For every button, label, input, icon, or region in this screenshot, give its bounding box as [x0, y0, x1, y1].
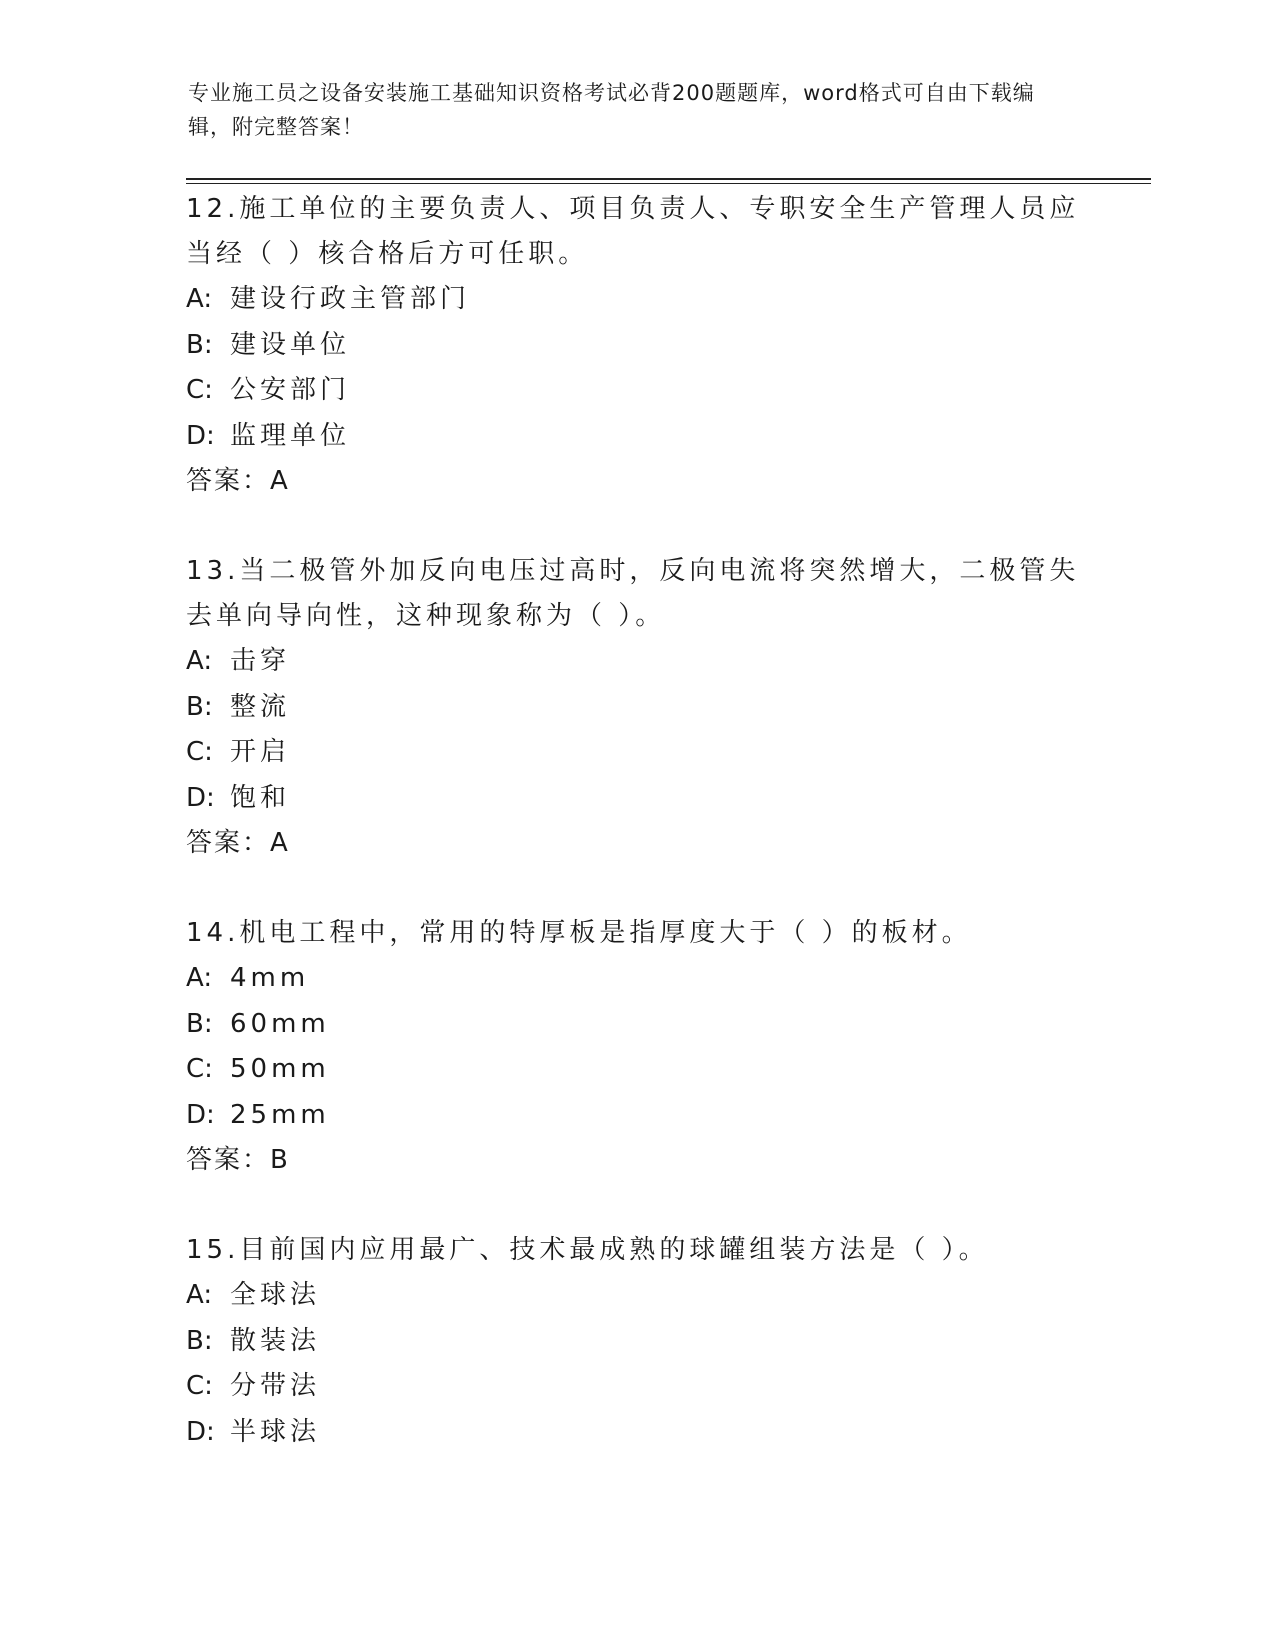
question-15	[186, 1228, 1086, 1455]
option-a	[186, 277, 1086, 323]
option-a	[186, 1273, 1086, 1319]
option-letter: B:	[186, 691, 213, 722]
option-text: 整流	[230, 691, 291, 722]
question-12	[186, 187, 1086, 504]
question-stem: 14.机电工程中，常用的特厚板是指厚度大于（ ）的板材。	[186, 918, 972, 948]
option-letter: A:	[186, 646, 213, 676]
option-text: 公安部门	[230, 375, 351, 405]
question-stem: 12.施工单位的主要负责人、项目负责人、专职安全生产管理人员应当经（ ）核合格后方可任职。	[186, 194, 1080, 269]
option-letter: C:	[186, 737, 213, 767]
option-c	[186, 1364, 1086, 1410]
question-14	[186, 911, 1086, 1183]
option-b	[186, 685, 1086, 731]
option-text: 开启	[230, 737, 291, 767]
option-a	[186, 639, 1086, 685]
question-13	[186, 549, 1086, 866]
option-letter: C:	[186, 1054, 213, 1084]
option-b	[186, 323, 1086, 369]
option-a	[186, 956, 1086, 1002]
option-d	[186, 1093, 1086, 1139]
option-d	[186, 1410, 1086, 1456]
header-divider-thick	[186, 178, 1151, 180]
option-c	[186, 1047, 1086, 1093]
option-b	[186, 1002, 1086, 1048]
option-letter: A:	[186, 1280, 213, 1310]
option-b	[186, 1319, 1086, 1365]
option-letter: C:	[186, 375, 213, 405]
option-text: 25mm	[230, 1099, 330, 1130]
option-c	[186, 368, 1086, 414]
option-letter: D:	[186, 782, 215, 813]
option-text: 分带法	[230, 1371, 321, 1401]
option-letter: B:	[186, 329, 213, 360]
option-text: 全球法	[230, 1280, 321, 1310]
option-text: 建设单位	[230, 329, 351, 360]
answer-line: 答案：B	[186, 1145, 290, 1175]
option-text: 4mm	[230, 963, 310, 993]
option-text: 监理单位	[230, 420, 351, 451]
answer-line: 答案：A	[186, 828, 290, 858]
option-text: 击穿	[230, 646, 291, 676]
option-text: 50mm	[230, 1054, 330, 1084]
option-letter: C:	[186, 1371, 213, 1401]
option-letter: B:	[186, 1008, 213, 1039]
option-text: 建设行政主管部门	[230, 284, 471, 314]
option-letter: A:	[186, 963, 213, 993]
option-text: 60mm	[230, 1008, 330, 1039]
question-stem: 15.目前国内应用最广、技术最成熟的球罐组装方法是（ ）。	[186, 1235, 989, 1265]
question-stem: 13.当二极管外加反向电压过高时，反向电流将突然增大，二极管失去单向导向性，这种现象称为（ ）。	[186, 556, 1080, 631]
option-c	[186, 730, 1086, 776]
option-letter: D:	[186, 1416, 215, 1447]
option-letter: B:	[186, 1325, 213, 1356]
option-letter: A:	[186, 284, 213, 314]
header-divider-thin	[186, 183, 1151, 184]
option-text: 饱和	[230, 782, 291, 813]
answer-line: 答案：A	[186, 466, 290, 496]
document-intro: 专业施工员之设备安装施工基础知识资格考试必背200题题库，word格式可自由下载编辑，附完整答案！	[188, 81, 1035, 139]
option-letter: D:	[186, 1099, 215, 1130]
option-text: 半球法	[230, 1416, 321, 1447]
option-d	[186, 414, 1086, 460]
option-text: 散装法	[230, 1325, 321, 1356]
option-d	[186, 776, 1086, 822]
option-letter: D:	[186, 420, 215, 451]
